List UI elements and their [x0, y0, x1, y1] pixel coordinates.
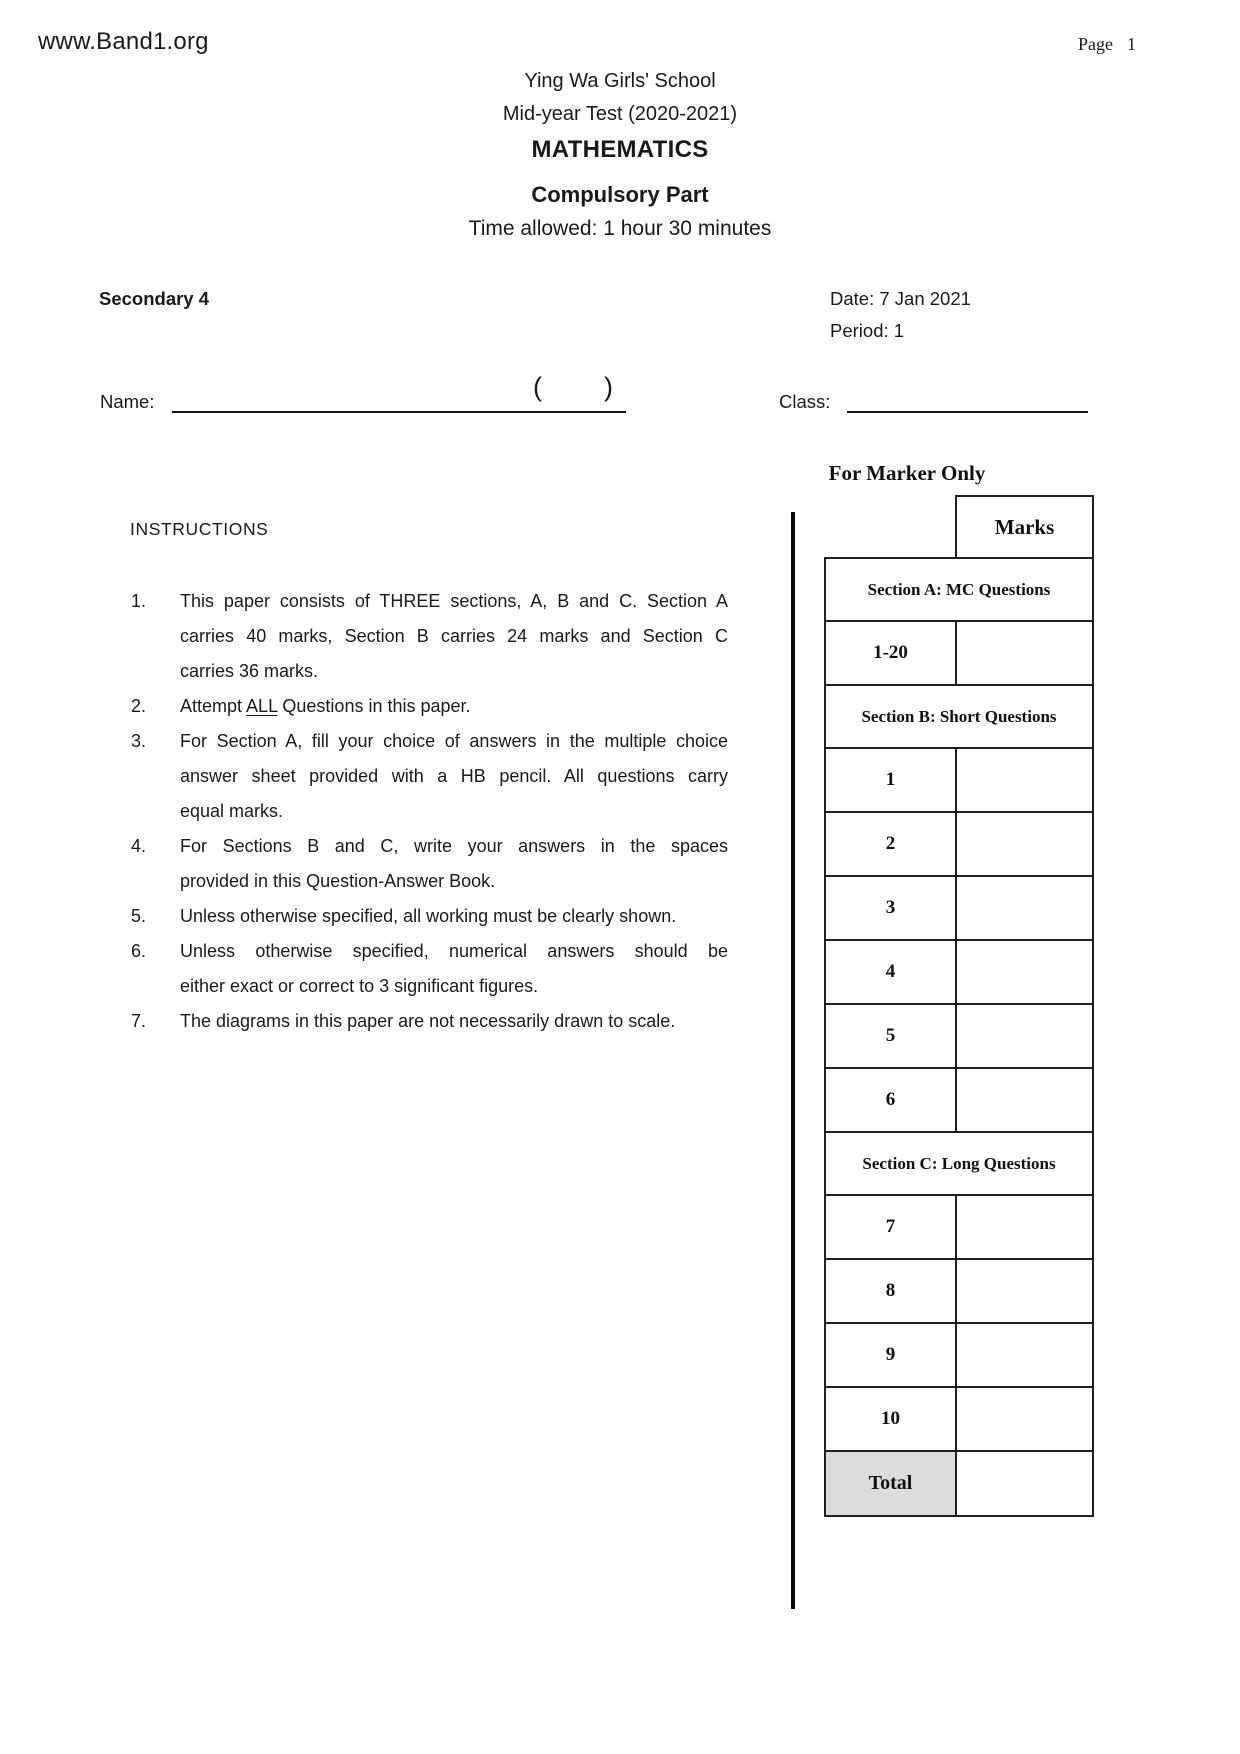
marker-marks-cell — [956, 1195, 1093, 1259]
instruction-text — [180, 829, 728, 899]
instruction-item — [131, 934, 731, 1004]
instructions-list — [131, 584, 731, 1039]
subject-title: MATHEMATICS — [531, 136, 709, 163]
instructions-heading: INSTRUCTIONS — [130, 519, 269, 539]
marker-section-label: Section B: Short Questions — [825, 685, 1093, 748]
page-number-value: 1 — [1127, 34, 1136, 54]
marker-question-row — [825, 1068, 1093, 1132]
instruction-item — [131, 584, 731, 689]
exam-period: Period: 1 — [830, 320, 905, 341]
instruction-number: 2. — [131, 696, 147, 716]
marks-header-cell: Marks — [956, 496, 1093, 558]
instruction-text — [180, 1004, 728, 1039]
for-marker-only-title: For Marker Only — [828, 461, 986, 485]
instruction-line: For Sections B and C, write your answers in the spaces — [180, 836, 728, 856]
marker-marks-cell — [956, 1259, 1093, 1323]
marker-marks-cell — [956, 812, 1093, 876]
marker-question-label: 10 — [825, 1387, 956, 1451]
marker-marks-cell — [956, 1068, 1093, 1132]
marker-marks-cell — [956, 748, 1093, 812]
marker-question-row — [825, 748, 1093, 812]
instruction-text — [180, 584, 728, 689]
marker-table — [824, 495, 1094, 1517]
marker-total-row — [825, 1451, 1093, 1516]
class-label: Class: — [779, 391, 831, 412]
instruction-number: 7. — [131, 1011, 147, 1031]
marker-question-label: 7 — [825, 1195, 956, 1259]
marker-question-label: 5 — [825, 1004, 956, 1068]
instruction-text — [180, 724, 728, 829]
marker-total-label: Total — [825, 1451, 956, 1516]
marker-question-row — [825, 1004, 1093, 1068]
site-watermark: www.Band1.org — [38, 28, 209, 55]
instruction-number: 3. — [131, 731, 147, 751]
instruction-item — [131, 689, 731, 724]
marker-question-label: 1-20 — [825, 621, 956, 685]
marker-question-label: 3 — [825, 876, 956, 940]
marker-question-row — [825, 940, 1093, 1004]
class-number-paren-close: ) — [604, 372, 613, 402]
name-blank-line — [172, 380, 626, 413]
marker-section-label: Section A: MC Questions — [825, 558, 1093, 621]
marker-question-label: 2 — [825, 812, 956, 876]
form-level: Secondary 4 — [99, 288, 210, 309]
marker-question-label: 6 — [825, 1068, 956, 1132]
school-name: Ying Wa Girls' School — [524, 70, 716, 92]
name-label: Name: — [100, 391, 155, 412]
marker-section-row — [825, 685, 1093, 748]
instruction-number: 6. — [131, 941, 147, 961]
marker-question-row — [825, 812, 1093, 876]
instruction-text — [180, 899, 728, 934]
marker-question-label: 1 — [825, 748, 956, 812]
marker-marks-cell — [956, 876, 1093, 940]
instruction-line: Unless otherwise specified, all working must be clearly shown. — [180, 906, 677, 926]
test-title: Mid-year Test (2020-2021) — [502, 103, 738, 125]
instruction-line: carries 36 marks. — [180, 661, 319, 681]
page-number — [1078, 34, 1136, 55]
instruction-line: equal marks. — [180, 801, 284, 821]
instruction-line: Unless otherwise specified, numerical answers should be — [180, 941, 728, 961]
instruction-line: carries 40 marks, Section B carries 24 marks and Section C — [180, 626, 728, 646]
marker-total-marks-cell — [956, 1451, 1093, 1516]
marker-question-row — [825, 1259, 1093, 1323]
marker-section-label: Section C: Long Questions — [825, 1132, 1093, 1195]
marker-row-header — [825, 496, 1093, 558]
marker-marks-cell — [956, 1004, 1093, 1068]
instruction-text — [180, 934, 728, 1004]
marker-section-row — [825, 558, 1093, 621]
instruction-line: For Section A, fill your choice of answers in the multiple choice — [180, 731, 728, 751]
instruction-item — [131, 1004, 731, 1039]
marks-header-spacer — [825, 496, 956, 558]
marker-question-row — [825, 1387, 1093, 1451]
marker-question-row — [825, 1323, 1093, 1387]
instruction-line: answer sheet provided with a HB pencil. All questions carry — [180, 766, 728, 786]
marker-marks-cell — [956, 1387, 1093, 1451]
instruction-line: either exact or correct to 3 significant figures. — [180, 976, 539, 996]
instruction-item — [131, 899, 731, 934]
marker-section-row — [825, 1132, 1093, 1195]
paper-part: Compulsory Part — [531, 182, 709, 207]
instruction-number: 1. — [131, 591, 147, 611]
instruction-number: 4. — [131, 836, 147, 856]
instruction-line: This paper consists of THREE sections, A, B and C. Section A — [180, 591, 728, 611]
marker-marks-cell — [956, 1323, 1093, 1387]
instruction-item — [131, 829, 731, 899]
page-number-label: Page — [1078, 34, 1113, 54]
instruction-number: 5. — [131, 906, 147, 926]
instruction-line: The diagrams in this paper are not necessarily drawn to scale. — [180, 1011, 676, 1031]
marker-question-row — [825, 621, 1093, 685]
exam-date: Date: 7 Jan 2021 — [830, 288, 971, 309]
marker-question-label: 9 — [825, 1323, 956, 1387]
instruction-text — [180, 689, 728, 724]
marker-question-label: 4 — [825, 940, 956, 1004]
instruction-line: Attempt ALL Questions in this paper. — [180, 696, 471, 716]
class-number-paren-open: ( — [533, 372, 542, 402]
class-blank-line — [847, 380, 1088, 413]
marker-marks-cell — [956, 940, 1093, 1004]
instruction-item — [131, 724, 731, 829]
marker-marks-cell — [956, 621, 1093, 685]
instruction-line: provided in this Question-Answer Book. — [180, 871, 496, 891]
marker-question-row — [825, 876, 1093, 940]
marker-question-row — [825, 1195, 1093, 1259]
vertical-divider-line — [791, 512, 795, 1609]
time-allowed: Time allowed: 1 hour 30 minutes — [468, 217, 772, 240]
marker-question-label: 8 — [825, 1259, 956, 1323]
